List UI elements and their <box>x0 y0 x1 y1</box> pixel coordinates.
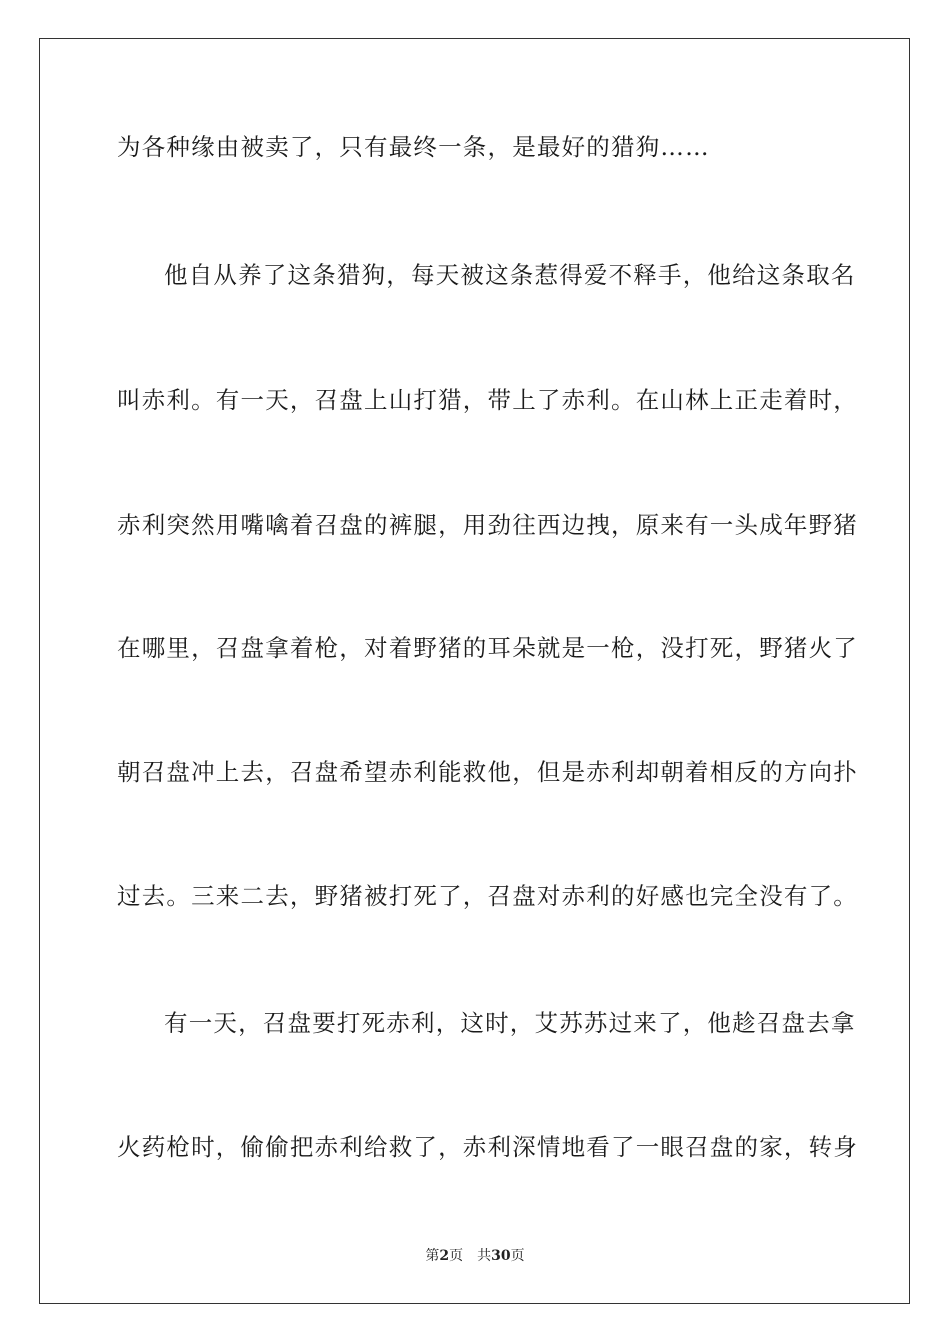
footer-page-number: 2 <box>439 1248 450 1264</box>
text-line-7: 过去。三来二去，野猪被打死了，召盘对赤利的好感也完全没有了。 <box>117 882 858 910</box>
text-line-6: 朝召盘冲上去，召盘希望赤利能救他，但是赤利却朝着相反的方向扑 <box>117 758 858 786</box>
text-line-3: 叫赤利。有一天，召盘上山打猎，带上了赤利。在山林上正走着时， <box>117 386 858 414</box>
footer-total-suffix: 页 <box>510 1248 525 1264</box>
text-line-8: 有一天，召盘要打死赤利，这时，艾苏苏过来了，他趁召盘去拿 <box>164 1009 856 1037</box>
page-border <box>39 38 910 1304</box>
text-line-9: 火药枪时，偷偷把赤利给救了，赤利深情地看了一眼召盘的家，转身 <box>117 1133 858 1161</box>
text-line-4: 赤利突然用嘴噙着召盘的裤腿，用劲往西边拽，原来有一头成年野猪 <box>117 511 858 539</box>
page-footer <box>0 1246 950 1266</box>
text-line-5: 在哪里，召盘拿着枪，对着野猪的耳朵就是一枪，没打死，野猪火了 <box>117 634 858 662</box>
text-line-2: 他自从养了这条猎狗，每天被这条惹得爱不释手，他给这条取名 <box>164 261 856 289</box>
text-line-1: 为各种缘由被卖了，只有最终一条，是最好的猎狗…… <box>117 133 710 161</box>
footer-page-suffix: 页 <box>449 1248 464 1264</box>
footer-page-prefix: 第 <box>425 1248 440 1264</box>
footer-total-number: 30 <box>491 1248 511 1264</box>
footer-total-prefix: 共 <box>477 1248 492 1264</box>
